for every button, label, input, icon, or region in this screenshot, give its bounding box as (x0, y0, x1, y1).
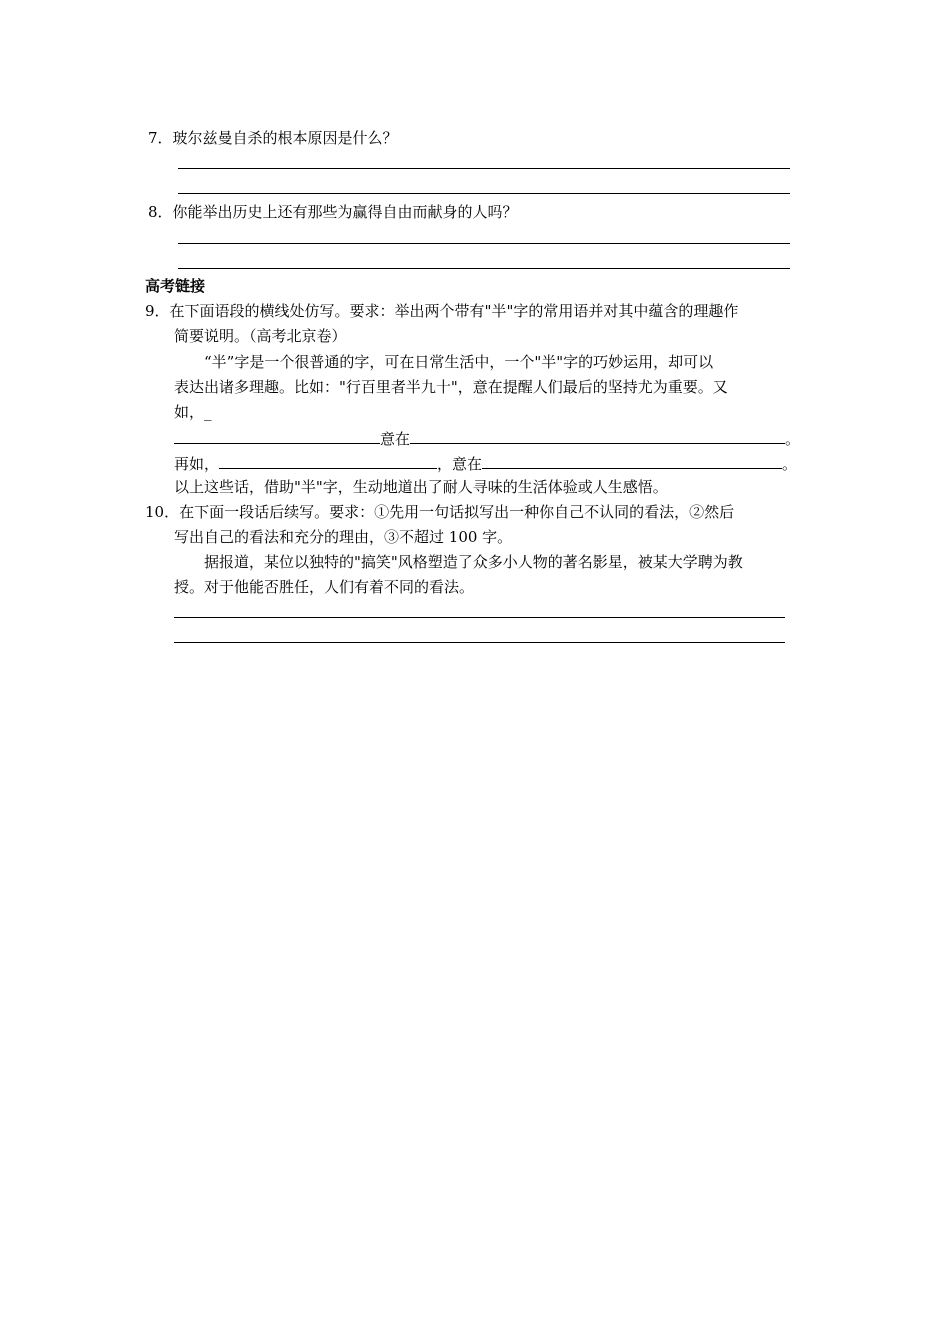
answer-line-7b[interactable] (178, 193, 790, 194)
answer-line-8b[interactable] (178, 268, 790, 269)
question-9-paragraph-line1: “半”字是一个很普通的字，可在日常生活中，一个"半"字的巧妙运用，却可以 (204, 353, 714, 371)
question-9-paragraph-line3: 如，_ (174, 403, 212, 421)
question-10-line2: 写出自己的看法和充分的理由，③不超过 100 字。 (174, 528, 513, 546)
question-8-number: 8． (148, 203, 173, 221)
answer-line-8a[interactable] (178, 243, 790, 244)
answer-line-10a[interactable] (174, 617, 785, 618)
section-title: 高考链接 (145, 277, 206, 295)
question-8-text: 你能举出历史上还有那些为赢得自由而献身的人吗？ (172, 203, 518, 221)
question-7 (148, 128, 398, 148)
fill-row-2-start: 再如， (174, 455, 220, 473)
question-9-prompt (145, 301, 738, 321)
answer-line-10b[interactable] (174, 642, 785, 643)
question-9-fill-row-2 (174, 452, 797, 474)
question-10-number: 10． (145, 503, 180, 521)
fill-blank-1b[interactable] (410, 427, 785, 444)
fill-blank-2a[interactable] (219, 452, 437, 469)
question-9-line2: 简要说明。（高考北京卷） (174, 327, 347, 345)
fill-row-2-mid: ，意在 (437, 455, 483, 473)
question-10-paragraph-line1: 据报道，某位以独特的"搞笑"风格塑造了众多小人物的著名影星，被某大学聘为教 (204, 553, 743, 571)
question-10-paragraph-line2: 授。对于他能否胜任，人们有着不同的看法。 (174, 578, 475, 596)
fill-row-1-mid: 意在 (380, 430, 411, 448)
question-9-fill-row-1 (174, 427, 800, 449)
question-9-number: 9． (145, 302, 170, 320)
question-10-prompt (145, 502, 734, 522)
fill-blank-2b[interactable] (482, 452, 782, 469)
fill-row-1-end: 。 (785, 430, 801, 448)
question-7-number: 7． (148, 129, 173, 147)
question-7-text: 玻尔兹曼自杀的根本原因是什么？ (172, 129, 398, 147)
answer-line-7a[interactable] (178, 168, 790, 169)
fill-blank-1a[interactable] (174, 427, 380, 444)
question-9-line1: 在下面语段的横线处仿写。要求：举出两个带有"半"字的常用语并对其中蕴含的理趣作 (169, 302, 739, 320)
question-9-paragraph-line2: 表达出诸多理趣。比如："行百里者半九十"，意在提醒人们最后的坚持尤为重要。又 (174, 378, 728, 396)
question-10-line1: 在下面一段话后续写。要求：①先用一句话拟写出一种你自己不认同的看法，②然后 (179, 503, 735, 521)
question-9-closing: 以上这些话，借助"半"字，生动地道出了耐人寻味的生活体验或人生感悟。 (174, 478, 668, 496)
question-8 (148, 202, 518, 222)
fill-row-2-end: 。 (782, 455, 798, 473)
